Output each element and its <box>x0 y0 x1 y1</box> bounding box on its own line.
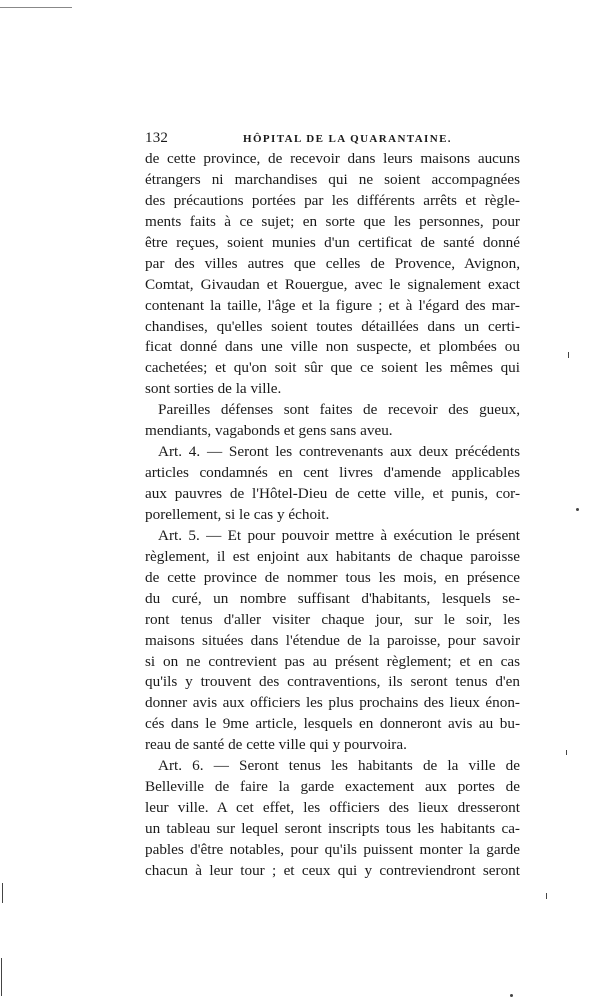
text-line: des précautions portées par les différents arrêts et règle- <box>145 191 520 209</box>
scan-mark-right-4 <box>546 893 547 899</box>
running-head: HÔPITAL DE LA QUARANTAINE. <box>243 133 452 145</box>
text-line: Comtat, Givaudan et Rouergue, avec le signalement exact <box>145 275 520 293</box>
text-line: du curé, un nombre suffisant d'habitants, lesquels se- <box>145 589 520 607</box>
text-line: pables d'être notables, pour qu'ils puissent monter la garde <box>145 840 520 858</box>
text-line: ficat donné dans une ville non suspecte, et plombées ou <box>145 338 520 356</box>
text-line: qu'ils y trouvent des contraventions, ils seront tenus d'en <box>145 673 520 691</box>
scan-mark-left-2 <box>1 958 2 996</box>
page-number: 132 <box>145 130 169 146</box>
scan-mark-bottom <box>510 994 513 997</box>
text-line: de cette province, de recevoir dans leurs maisons aucuns <box>145 150 520 167</box>
text-line: maisons situées dans l'étendue de la paroisse, pour savoir <box>145 631 520 649</box>
text-line: chandises, qu'elles soient toutes détaillées dans un certi- <box>145 317 520 335</box>
text-line: chacun à leur tour ; et ceux qui y contreviendront seront <box>145 861 520 879</box>
scan-mark-right-2 <box>576 508 579 511</box>
text-line: règlement, il est enjoint aux habitants de chaque paroisse <box>145 547 520 565</box>
text-line: donner avis aux officiers les plus prochains des lieux énon- <box>145 694 520 712</box>
body-text <box>145 149 520 882</box>
text-line: étrangers ni marchandises qui ne soient accompagnées <box>145 170 520 188</box>
text-line: un tableau sur lequel seront inscripts tous les habitants ca- <box>145 820 520 837</box>
text-line: cés dans le 9me article, lesquels en donneront avis au bu- <box>145 715 520 733</box>
text-line: aux pauvres de l'Hôtel-Dieu de cette ville, et punis, cor- <box>145 485 520 502</box>
text-line: être reçues, soient munies d'un certificat de santé donné <box>145 233 520 251</box>
text-line: articles condamnés en cent livres d'amende applicables <box>145 464 520 482</box>
text-line: mendiants, vagabonds et gens sans aveu. <box>145 422 393 440</box>
text-line: de cette province de nommer tous les mois, en présence <box>145 568 520 586</box>
text-line: sont sorties de la ville. <box>145 380 282 398</box>
text-line: par des villes autres que celles de Provence, Avignon, <box>145 254 520 272</box>
scan-mark-right-3 <box>566 750 567 755</box>
text-line: leur ville. A cet effet, les officiers des lieux dresseront <box>145 799 520 817</box>
text-line: Art. 4. — Seront les contrevenants aux deux précédents <box>158 443 520 461</box>
text-line: reau de santé de cette ville qui y pourvoira. <box>145 736 407 754</box>
text-line: porellement, si le cas y échoit. <box>145 505 330 523</box>
text-line: ront tenus d'aller visiter chaque jour, sur le soir, les <box>145 610 520 628</box>
scan-mark-right-1 <box>568 352 569 358</box>
text-line: cachetées; et qu'on soit sûr que ce soient les mêmes qui <box>145 359 520 377</box>
text-line: ments faits à ce sujet; en sorte que les personnes, pour <box>145 212 520 230</box>
text-line: Pareilles défenses sont faites de recevoir des gueux, <box>158 401 520 419</box>
scan-mark-top <box>0 7 72 8</box>
text-line: contenant la taille, l'âge et la figure ; et à l'égard des mar- <box>145 296 520 314</box>
text-line: Art. 6. — Seront tenus les habitants de la ville de <box>158 757 520 775</box>
text-line: Art. 5. — Et pour pouvoir mettre à exécution le présent <box>158 526 520 544</box>
text-line: Belleville de faire la garde exactement aux portes de <box>145 778 520 796</box>
scan-mark-left-1 <box>2 883 3 903</box>
text-line: si on ne contrevient pas au présent règlement; et en cas <box>145 652 520 670</box>
page-header <box>145 130 452 150</box>
